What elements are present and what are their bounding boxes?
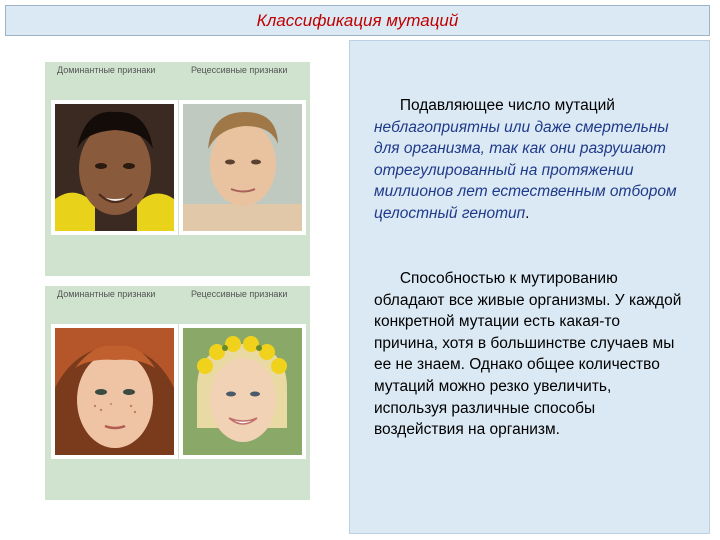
photo-recessive-man: [179, 100, 306, 235]
paragraph-lead: Подавляющее число мутаций: [399, 97, 615, 114]
paragraph-italic-text: неблагоприятны или даже смертельны для организма, так как они разрушают отрегулированный на протяжении миллионов лет естественным отбором целостный генотип: [374, 118, 677, 222]
panel-heading-dominant: Доминантные признаки: [57, 65, 156, 75]
slide-title-bar: [5, 5, 710, 36]
girl-flower-wreath-image: [183, 328, 302, 455]
man-light-hair-image: [183, 104, 302, 231]
traits-panel-2: [45, 286, 310, 500]
paragraph-mutation-ability: [374, 268, 684, 441]
panel-heading-dominant: Доминантные признаки: [57, 289, 156, 299]
paragraph-body: Способностью к мутированию обладают все живые организмы. У каждой конкретной мутации есть какая-то причина, хотя в большинстве случаев мы ее не знаем. Однако общее количество мутаций можно резко увеличить, используя различные способы воздействия на организм.: [374, 270, 682, 439]
panel-heading-recessive: Рецессивные признаки: [191, 65, 288, 75]
photo-recessive-girl-wreath: [179, 324, 306, 459]
panel-heading-recessive: Рецессивные признаки: [191, 289, 288, 299]
mutations-text-box: [349, 40, 710, 534]
photo-dominant-girl-freckles: [51, 324, 178, 459]
traits-panel-1: [45, 62, 310, 276]
paragraph-unfavorable-mutations: Подавляющее число мутаций неблагоприятны или даже смертельны для организма, так как они разрушают отрегулированный на протяжении миллионов лет естественным отбором целостный генотип.: [374, 97, 677, 222]
man-dark-hair-image: [55, 104, 174, 231]
slide-title: Классификация мутаций: [256, 11, 459, 30]
photo-dominant-man: [51, 100, 178, 235]
freckled-girl-image: [55, 328, 174, 455]
